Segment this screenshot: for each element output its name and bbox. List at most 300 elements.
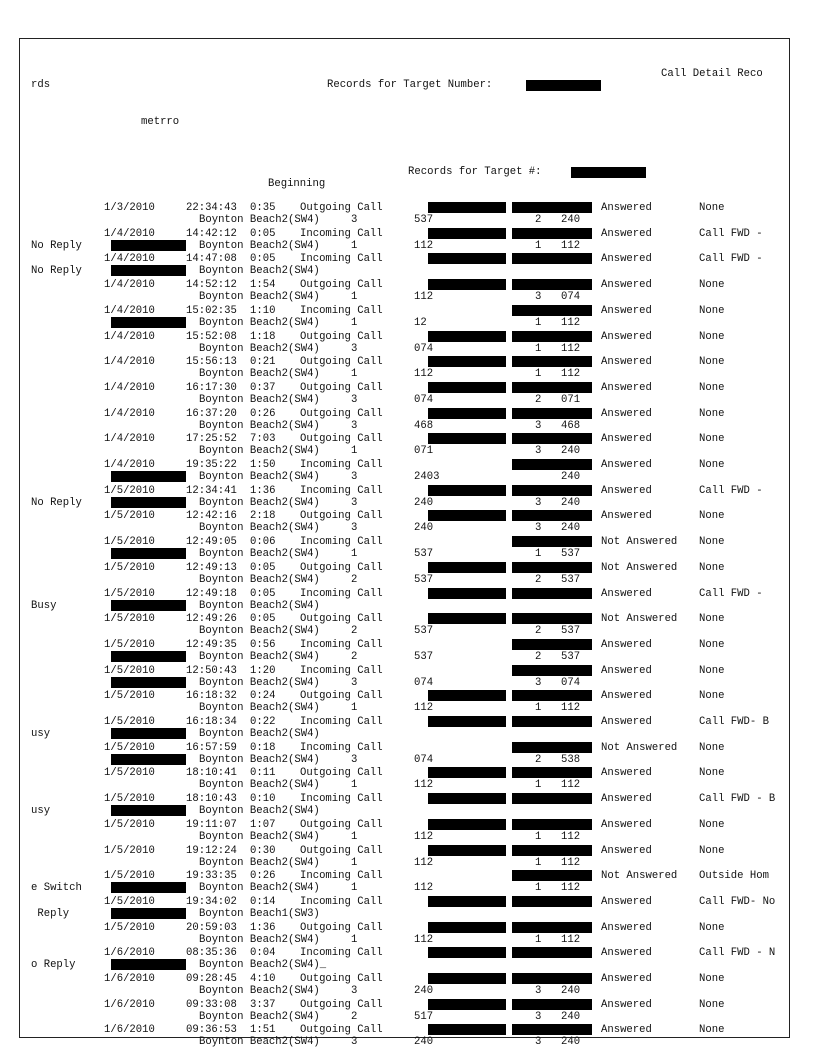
call-time: 16:57:59 — [186, 742, 237, 754]
redacted-number — [428, 819, 506, 830]
switch-code: 3 — [535, 985, 542, 997]
cell-site: Boynton Beach2(SW4) — [199, 445, 320, 457]
switch-code: 112 — [561, 857, 581, 869]
switch-code: 537 — [561, 574, 581, 586]
call-time: 12:34:41 — [186, 485, 237, 497]
call-date: 1/5/2010 — [104, 639, 155, 651]
call-time: 16:18:34 — [186, 716, 237, 728]
switch-code: 2403 — [414, 471, 440, 483]
call-status: Not Answered — [601, 562, 678, 574]
switch-code: 240 — [561, 985, 581, 997]
call-duration: 0:05 — [250, 588, 276, 600]
call-direction: Outgoing Call — [300, 613, 383, 625]
sector: 1 — [351, 548, 358, 560]
call-duration: 0:21 — [250, 356, 276, 368]
call-time: 16:18:32 — [186, 690, 237, 702]
redacted-number — [428, 690, 506, 701]
switch-code: 3 — [535, 677, 542, 689]
call-feature: None — [699, 639, 725, 651]
call-feature: Call FWD - N — [699, 947, 776, 959]
call-direction: Outgoing Call — [300, 819, 383, 831]
switch-code: 537 — [561, 651, 581, 663]
carrier-name: metrro — [141, 116, 180, 128]
call-duration: 3:37 — [250, 999, 276, 1011]
cell-site: Boynton Beach2(SW4) — [199, 677, 320, 689]
call-direction: Outgoing Call — [300, 331, 383, 343]
switch-code: 1 — [535, 831, 542, 843]
switch-code: 074 — [414, 394, 434, 406]
switch-code: 1 — [535, 548, 542, 560]
call-direction: Incoming Call — [300, 639, 383, 651]
call-time: 12:42:16 — [186, 510, 237, 522]
sector: 1 — [351, 934, 358, 946]
call-date: 1/5/2010 — [104, 767, 155, 779]
call-duration: 1:36 — [250, 485, 276, 497]
call-status: Answered — [601, 690, 652, 702]
redacted-number — [512, 793, 592, 804]
call-date: 1/5/2010 — [104, 922, 155, 934]
call-date: 1/5/2010 — [104, 716, 155, 728]
call-feature: None — [699, 1024, 725, 1036]
redacted-number — [512, 767, 592, 778]
call-status: Answered — [601, 485, 652, 497]
switch-code: 3 — [535, 291, 542, 303]
switch-code: 240 — [561, 1036, 581, 1048]
switch-code: 1 — [535, 368, 542, 380]
redacted-number — [512, 1024, 592, 1035]
call-time: 19:12:24 — [186, 845, 237, 857]
cell-site: Boynton Beach2(SW4) — [199, 882, 320, 894]
call-duration: 0:24 — [250, 690, 276, 702]
redacted-number — [512, 665, 592, 676]
call-time: 19:35:22 — [186, 459, 237, 471]
switch-code: 240 — [561, 471, 581, 483]
call-date: 1/4/2010 — [104, 433, 155, 445]
call-date: 1/4/2010 — [104, 228, 155, 240]
call-direction: Incoming Call — [300, 947, 383, 959]
switch-code: 112 — [561, 779, 581, 791]
redacted-number — [111, 728, 186, 739]
cell-site: Boynton Beach2(SW4)_ — [199, 959, 327, 971]
redacted-number — [512, 562, 592, 573]
call-duration: 0:05 — [250, 613, 276, 625]
call-status: Answered — [601, 228, 652, 240]
sector: 1 — [351, 857, 358, 869]
switch-code: 240 — [561, 497, 581, 509]
call-status: Answered — [601, 305, 652, 317]
call-duration: 0:05 — [250, 562, 276, 574]
call-time: 09:36:53 — [186, 1024, 237, 1036]
call-duration: 1:54 — [250, 279, 276, 291]
sector: 1 — [351, 317, 358, 329]
call-duration: 1:20 — [250, 665, 276, 677]
call-date: 1/5/2010 — [104, 536, 155, 548]
cell-site: Boynton Beach2(SW4) — [199, 1036, 320, 1048]
sector: 3 — [351, 471, 358, 483]
cell-site: Boynton Beach2(SW4) — [199, 265, 320, 277]
call-time: 12:49:13 — [186, 562, 237, 574]
sector: 2 — [351, 1011, 358, 1023]
redacted-number — [512, 356, 592, 367]
call-feature: None — [699, 562, 725, 574]
call-feature: Call FWD - — [699, 485, 763, 497]
switch-code: 112 — [414, 368, 434, 380]
call-feature: Call FWD- B — [699, 716, 769, 728]
call-duration: 0:26 — [250, 408, 276, 420]
redacted-number — [428, 356, 506, 367]
cell-site: Boynton Beach2(SW4) — [199, 805, 320, 817]
call-status: Answered — [601, 973, 652, 985]
call-direction: Incoming Call — [300, 793, 383, 805]
switch-code: 3 — [535, 497, 542, 509]
cell-site: Boynton Beach2(SW4) — [199, 368, 320, 380]
switch-code: 1 — [535, 934, 542, 946]
call-direction: Incoming Call — [300, 665, 383, 677]
call-time: 12:49:05 — [186, 536, 237, 548]
call-duration: 0:37 — [250, 382, 276, 394]
redacted-number — [512, 459, 592, 470]
call-status: Answered — [601, 767, 652, 779]
switch-code: 240 — [414, 497, 434, 509]
wrapped-feature-text: No Reply — [31, 497, 82, 509]
call-time: 19:11:07 — [186, 819, 237, 831]
cell-site: Boynton Beach2(SW4) — [199, 240, 320, 252]
call-feature: Outside Hom — [699, 870, 769, 882]
sector: 3 — [351, 985, 358, 997]
redacted-number — [512, 485, 592, 496]
call-direction: Incoming Call — [300, 253, 383, 265]
call-time: 17:25:52 — [186, 433, 237, 445]
switch-code: 3 — [535, 522, 542, 534]
call-feature: None — [699, 331, 725, 343]
switch-code: 537 — [414, 214, 434, 226]
redacted-number — [512, 408, 592, 419]
call-direction: Outgoing Call — [300, 1024, 383, 1036]
call-status: Answered — [601, 433, 652, 445]
call-duration: 0:30 — [250, 845, 276, 857]
redacted-number — [512, 639, 592, 650]
redacted-number — [512, 433, 592, 444]
call-duration: 0:14 — [250, 896, 276, 908]
call-feature: None — [699, 767, 725, 779]
cell-site: Boynton Beach2(SW4) — [199, 831, 320, 843]
call-feature: None — [699, 279, 725, 291]
switch-code: 071 — [561, 394, 581, 406]
redacted-number — [512, 305, 592, 316]
wrapped-feature-text: usy — [31, 805, 51, 817]
call-duration: 1:51 — [250, 1024, 276, 1036]
sector: 3 — [351, 1036, 358, 1048]
redacted-number — [512, 716, 592, 727]
call-status: Answered — [601, 845, 652, 857]
redacted-number — [111, 805, 186, 816]
redacted-number — [428, 331, 506, 342]
cell-site: Boynton Beach2(SW4) — [199, 497, 320, 509]
call-time: 18:10:41 — [186, 767, 237, 779]
switch-code: 468 — [561, 420, 581, 432]
call-time: 15:56:13 — [186, 356, 237, 368]
call-feature: None — [699, 665, 725, 677]
switch-code: 112 — [561, 317, 581, 329]
switch-code: 112 — [414, 831, 434, 843]
sector: 1 — [351, 831, 358, 843]
redacted-number — [428, 510, 506, 521]
call-status: Answered — [601, 408, 652, 420]
call-date: 1/6/2010 — [104, 947, 155, 959]
redacted-number — [428, 279, 506, 290]
call-feature: None — [699, 536, 725, 548]
call-duration: 1:50 — [250, 459, 276, 471]
switch-code: 3 — [535, 1036, 542, 1048]
call-status: Answered — [601, 356, 652, 368]
call-date: 1/5/2010 — [104, 845, 155, 857]
call-time: 12:49:18 — [186, 588, 237, 600]
call-status: Not Answered — [601, 613, 678, 625]
call-time: 22:34:43 — [186, 202, 237, 214]
redacted-number — [512, 819, 592, 830]
call-time: 12:50:43 — [186, 665, 237, 677]
switch-code: 1 — [535, 702, 542, 714]
cell-site: Boynton Beach2(SW4) — [199, 214, 320, 226]
redacted-number — [428, 793, 506, 804]
call-date: 1/5/2010 — [104, 665, 155, 677]
switch-code: 3 — [535, 445, 542, 457]
call-feature: None — [699, 819, 725, 831]
call-status: Answered — [601, 202, 652, 214]
call-date: 1/4/2010 — [104, 279, 155, 291]
call-status: Answered — [601, 999, 652, 1011]
call-date: 1/5/2010 — [104, 510, 155, 522]
wrapped-feature-text: usy — [31, 728, 51, 740]
switch-code: 112 — [414, 291, 434, 303]
switch-code: 537 — [561, 625, 581, 637]
call-status: Answered — [601, 459, 652, 471]
cell-site: Boynton Beach2(SW4) — [199, 779, 320, 791]
redacted-number — [512, 896, 592, 907]
switch-code: 240 — [561, 1011, 581, 1023]
call-time: 20:59:03 — [186, 922, 237, 934]
redacted-number — [428, 408, 506, 419]
redacted-number — [111, 548, 186, 559]
call-time: 09:28:45 — [186, 973, 237, 985]
call-feature: None — [699, 382, 725, 394]
call-date: 1/5/2010 — [104, 690, 155, 702]
call-status: Answered — [601, 665, 652, 677]
redacted-number — [512, 742, 592, 753]
switch-code: 112 — [561, 368, 581, 380]
call-time: 12:49:26 — [186, 613, 237, 625]
call-date: 1/5/2010 — [104, 485, 155, 497]
switch-code: 112 — [561, 702, 581, 714]
call-direction: Incoming Call — [300, 536, 383, 548]
switch-code: 3 — [535, 1011, 542, 1023]
switch-code: 240 — [414, 985, 434, 997]
call-time: 15:52:08 — [186, 331, 237, 343]
cell-site: Boynton Beach2(SW4) — [199, 702, 320, 714]
call-feature: Call FWD - — [699, 253, 763, 265]
redacted-number — [428, 613, 506, 624]
call-date: 1/4/2010 — [104, 331, 155, 343]
call-status: Not Answered — [601, 870, 678, 882]
switch-code: 1 — [535, 857, 542, 869]
redacted-number — [428, 485, 506, 496]
redacted-number — [428, 228, 506, 239]
call-date: 1/5/2010 — [104, 613, 155, 625]
call-date: 1/5/2010 — [104, 793, 155, 805]
cell-site: Boynton Beach2(SW4) — [199, 420, 320, 432]
call-date: 1/4/2010 — [104, 356, 155, 368]
cell-site: Boynton Beach2(SW4) — [199, 857, 320, 869]
call-time: 08:35:36 — [186, 947, 237, 959]
cell-site: Boynton Beach2(SW4) — [199, 343, 320, 355]
sector: 2 — [351, 574, 358, 586]
call-direction: Outgoing Call — [300, 433, 383, 445]
report-title-wrap: rds — [31, 79, 51, 91]
sector: 1 — [351, 291, 358, 303]
call-direction: Outgoing Call — [300, 767, 383, 779]
wrapped-feature-text: Reply — [31, 908, 70, 920]
call-time: 18:10:43 — [186, 793, 237, 805]
switch-code: 1 — [535, 882, 542, 894]
call-time: 19:33:35 — [186, 870, 237, 882]
cell-site: Boynton Beach2(SW4) — [199, 625, 320, 637]
call-status: Answered — [601, 279, 652, 291]
switch-code: 112 — [561, 882, 581, 894]
switch-code: 240 — [561, 445, 581, 457]
cell-site: Boynton Beach2(SW4) — [199, 934, 320, 946]
cell-site: Boynton Beach2(SW4) — [199, 651, 320, 663]
call-duration: 0:05 — [250, 253, 276, 265]
redacted-number — [428, 973, 506, 984]
call-feature: None — [699, 305, 725, 317]
cell-site: Boynton Beach2(SW4) — [199, 600, 320, 612]
call-feature: None — [699, 973, 725, 985]
call-feature: None — [699, 202, 725, 214]
switch-code: 074 — [414, 677, 434, 689]
switch-code: 240 — [561, 522, 581, 534]
sector: 3 — [351, 497, 358, 509]
redacted-number — [428, 767, 506, 778]
call-direction: Outgoing Call — [300, 690, 383, 702]
call-time: 19:34:02 — [186, 896, 237, 908]
redacted-number — [111, 677, 186, 688]
redacted-number — [512, 613, 592, 624]
switch-code: 112 — [414, 934, 434, 946]
wrapped-feature-text: Busy — [31, 600, 57, 612]
call-status: Answered — [601, 510, 652, 522]
call-duration: 0:11 — [250, 767, 276, 779]
switch-code: 112 — [414, 240, 434, 252]
redacted-number — [111, 959, 186, 970]
call-duration: 1:36 — [250, 922, 276, 934]
call-feature: None — [699, 742, 725, 754]
call-direction: Outgoing Call — [300, 279, 383, 291]
redacted-number — [428, 562, 506, 573]
call-feature: None — [699, 845, 725, 857]
switch-code: 074 — [561, 291, 581, 303]
call-time: 14:47:08 — [186, 253, 237, 265]
call-date: 1/6/2010 — [104, 1024, 155, 1036]
call-date: 1/6/2010 — [104, 973, 155, 985]
redacted-number — [512, 331, 592, 342]
call-feature: None — [699, 356, 725, 368]
sector: 2 — [351, 625, 358, 637]
call-status: Answered — [601, 331, 652, 343]
sector: 3 — [351, 214, 358, 226]
redacted-number — [512, 870, 592, 881]
call-time: 14:52:12 — [186, 279, 237, 291]
switch-code: 537 — [414, 548, 434, 560]
sector: 3 — [351, 420, 358, 432]
switch-code: 074 — [414, 754, 434, 766]
switch-code: 240 — [414, 1036, 434, 1048]
wrapped-feature-text: e Switch — [31, 882, 82, 894]
call-direction: Outgoing Call — [300, 562, 383, 574]
call-duration: 1:10 — [250, 305, 276, 317]
switch-code: 1 — [535, 317, 542, 329]
switch-code: 2 — [535, 625, 542, 637]
call-status: Answered — [601, 716, 652, 728]
redacted-number — [428, 716, 506, 727]
switch-code: 2 — [535, 754, 542, 766]
wrapped-feature-text: o Reply — [31, 959, 76, 971]
call-direction: Outgoing Call — [300, 408, 383, 420]
call-date: 1/5/2010 — [104, 896, 155, 908]
redacted-number — [512, 253, 592, 264]
call-status: Answered — [601, 819, 652, 831]
call-date: 1/4/2010 — [104, 305, 155, 317]
call-direction: Outgoing Call — [300, 510, 383, 522]
switch-code: 2 — [535, 394, 542, 406]
switch-code: 112 — [414, 779, 434, 791]
wrapped-feature-text: No Reply — [31, 265, 82, 277]
sector: 3 — [351, 394, 358, 406]
cell-site: Boynton Beach2(SW4) — [199, 394, 320, 406]
call-time: 12:49:35 — [186, 639, 237, 651]
call-feature: None — [699, 613, 725, 625]
call-time: 16:37:20 — [186, 408, 237, 420]
cell-site: Boynton Beach2(SW4) — [199, 471, 320, 483]
redacted-number — [428, 382, 506, 393]
call-direction: Incoming Call — [300, 305, 383, 317]
switch-code: 1 — [535, 343, 542, 355]
switch-code: 1 — [535, 240, 542, 252]
redacted-number — [111, 265, 186, 276]
call-feature: None — [699, 408, 725, 420]
call-duration: 0:05 — [250, 228, 276, 240]
call-feature: Call FWD - — [699, 588, 763, 600]
sector: 1 — [351, 240, 358, 252]
call-direction: Outgoing Call — [300, 382, 383, 394]
call-direction: Incoming Call — [300, 870, 383, 882]
redacted-number — [512, 690, 592, 701]
call-time: 09:33:08 — [186, 999, 237, 1011]
call-direction: Incoming Call — [300, 896, 383, 908]
redacted-number — [111, 908, 186, 919]
switch-code: 537 — [414, 625, 434, 637]
call-duration: 2:18 — [250, 510, 276, 522]
call-status: Answered — [601, 896, 652, 908]
switch-code: 1 — [535, 779, 542, 791]
cell-site: Boynton Beach2(SW4) — [199, 522, 320, 534]
call-date: 1/4/2010 — [104, 382, 155, 394]
switch-code: 2 — [535, 651, 542, 663]
cell-site: Boynton Beach2(SW4) — [199, 548, 320, 560]
cell-site: Boynton Beach2(SW4) — [199, 291, 320, 303]
call-status: Not Answered — [601, 742, 678, 754]
sector: 1 — [351, 445, 358, 457]
switch-code: 112 — [561, 934, 581, 946]
